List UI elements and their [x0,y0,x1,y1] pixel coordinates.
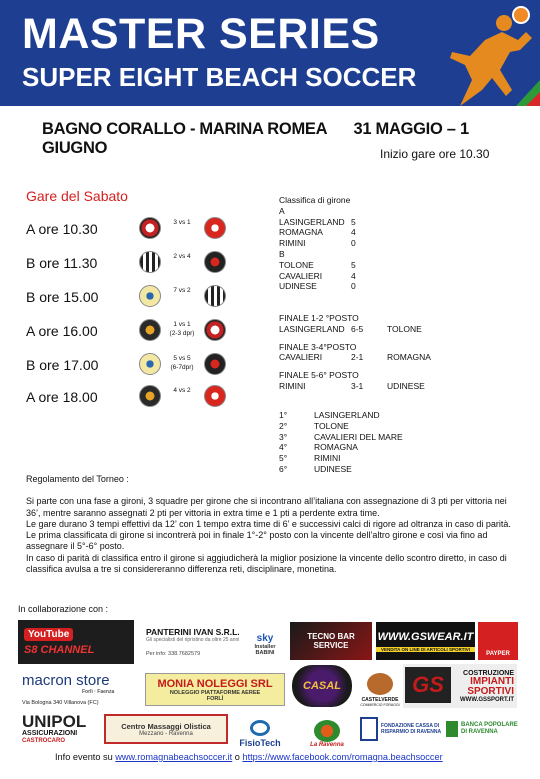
centro-massaggi-logo [104,714,228,744]
team-points: 4 [351,227,356,238]
rules-paragraph: In caso di parità di classifica entro il girone si aggiudicherà la miglior posizione la vincente dello scontro diretto, in caso di classifica avulsa a tre si considereranno differenza reti, disciplinare, monetina. [26,552,507,575]
castelverde-text: CASTELVERDE [361,697,399,703]
rank-position: 4° [279,442,288,453]
castelverde-sub: COMMERCIO FORAGGI [360,703,400,707]
team-points: 4 [351,270,356,281]
header-banner [0,0,540,106]
team-crest-icon [204,319,226,341]
rank-team: UDINESE [314,463,352,474]
rules-paragraph: Le gare durano 3 tempi effettivi da 12’ con 1 tempo extra time di 6’ e successivi calci di rigore ad oltranza in caso di parità. [26,518,511,529]
match-row [26,352,256,380]
team-points: 5 [351,259,356,270]
saturday-title: Gare del Sabato [26,188,128,204]
final-result [279,324,499,335]
match-vs [164,386,200,395]
ranking-row [279,453,479,464]
rules-paragraph: Si parte con una fase a gironi, 3 squadre per girone che si incontrano all’italiana con assegnazione di 3 pti per vittoria nei 36’, mentre saranno assegnati 2 pti per vittoria in extra time e 1 pti a perdente extra time. [26,496,507,518]
unipol-sub: ASSICURAZIONI [22,730,78,737]
match-label: A ore 18.00 [26,389,98,405]
final-home: RIMINI [279,380,306,391]
match-label: A ore 16.00 [26,323,98,339]
casal-text: CASAL [303,680,341,692]
team-name: TOLONE [279,259,314,270]
vs-text: 5 vs 5 [173,355,191,362]
website-link[interactable]: www.romagnabeachsoccer.it [115,752,233,762]
payper-text: PAYPER [486,651,510,657]
team-crest-icon [139,353,161,375]
match-row [26,216,256,244]
final-score: 6-5 [351,323,364,334]
macron-text: macron store [22,672,110,689]
rank-team: LASINGERLAND [314,410,380,420]
match-row [26,284,256,312]
standings-row [279,217,479,228]
vs-text: 2 vs 4 [173,253,191,260]
standings-row [279,227,479,238]
standings-row [279,238,479,249]
footer-prefix: Info evento su [55,752,116,762]
vs-note: (6-7dpr) [170,364,194,371]
group-standings [279,195,479,292]
match-label: B ore 15.00 [26,289,99,305]
team-name: LASINGERLAND [279,216,345,227]
team-crest-icon [139,217,161,239]
rank-position: 3° [279,431,288,442]
la-ravenna-logo [300,710,354,748]
team-points: 0 [351,238,356,249]
vs-note: (2-3 dpr) [169,330,195,337]
team-crest-icon [139,251,161,273]
panterini-text: PANTERINI IVAN S.R.L. [146,627,240,637]
banca-text: BANCA POPOLARE DI RAVENNA [461,722,518,735]
final-result [279,381,499,392]
gs-sport-logo [403,664,517,708]
spacer [279,363,499,370]
final-home: LASINGERLAND [279,323,345,334]
match-row [26,250,256,278]
tecno-bar-logo [290,622,372,660]
final-home: CAVALIERI [279,352,323,363]
panterini-sub: Gli specialisti del ripristino da oltre 25 anni [146,637,240,643]
group-a-label: A [279,205,285,216]
unipol-logo [18,712,96,746]
match-vs [164,252,200,261]
sky-babini-logo [248,624,282,664]
fisiotech-text: FisioTech [239,738,281,748]
final-away: ROMAGNA [387,352,431,363]
final-score: 3-1 [351,380,364,391]
final-title: FINALE 1-2 °POSTO [279,313,359,323]
final-ranking [279,410,479,475]
final-away: TOLONE [387,323,422,334]
standings-title: Classifica di girone [279,195,351,205]
fisiotech-logo [232,710,288,748]
team-points: 0 [351,281,356,292]
gswear-sub: VENDITA ON LINE DI ARTICOLI SPORTIVI [376,647,475,652]
team-crest-icon [204,285,226,307]
rules-title: Regolamento del Torneo : [26,474,129,484]
macron-city: Forlì · Faenza [82,689,115,695]
tecnobar-text: TECNO BAR SERVICE [307,632,355,650]
final-title: FINALE 5-6° POSTO [279,370,359,381]
series-badge-icon [512,6,530,24]
payper-logo [478,622,518,660]
fondazione-logo [360,712,444,746]
footer-middle: o [232,752,243,762]
team-crest-icon [139,385,161,407]
match-vs [164,320,200,338]
ranking-row [279,432,479,443]
casal-logo [292,665,352,707]
rank-position: 2° [279,420,288,431]
monia-text: MONIA NOLEGGI SRL [157,677,273,690]
fondazione-text: FONDAZIONE CASSA DI RISPARMIO DI RAVENNA [381,723,442,735]
channel-text: S8 CHANNEL [24,644,95,656]
vs-text: 1 vs 1 [173,321,191,328]
monia-city: FORLÌ [206,695,224,702]
start-time: Inizio gare ore 10.30 [380,147,490,161]
vs-text: 3 vs 1 [173,219,191,226]
final-result [279,352,499,363]
laravenna-text: La Ravenna [310,742,344,748]
team-name: RIMINI [279,238,306,249]
gs-mark-icon: GS [405,667,451,703]
unipol-city: CASTROCARO [22,738,65,744]
banner-title: MASTER SERIES [22,10,380,58]
match-vs [164,354,200,372]
match-label: A ore 10.30 [26,221,98,237]
ranking-row [279,442,479,453]
final-away: UDINESE [387,380,425,391]
team-crest-icon [204,217,226,239]
banca-popolare-logo [446,714,518,744]
team-crest-icon [139,319,161,341]
rank-team: TOLONE [314,420,349,431]
finals-block [279,313,499,392]
venue: BAGNO CORALLO - MARINA ROMEA [42,120,328,138]
ranking-row [279,410,479,421]
final-score: 2-1 [351,352,364,363]
rules-paragraph: Le prima classificata di girone si incontrerà poi in finale 1°-2° posto con la vincente dell’altro girone e così via fino ad assegnare il 5°-6° posto. [26,530,488,552]
banner-subtitle: SUPER EIGHT BEACH SOCCER [22,62,417,92]
sky-text: sky [256,632,274,644]
macron-store-logo [18,670,136,708]
match-label: B ore 17.00 [26,357,99,373]
rank-team: CAVALIERI DEL MARE [314,431,403,442]
team-crest-icon [139,285,161,307]
rank-team: ROMAGNA [314,442,358,453]
match-row [26,384,256,412]
team-points: 5 [351,216,356,227]
panterini-info: Per info: 338.7682579 [146,651,201,657]
team-name: ROMAGNA [279,227,323,238]
rank-position: 6° [279,463,288,474]
vs-text: 4 vs 2 [173,387,191,394]
monia-sub: NOLEGGIO PIATTAFORME AEREE [169,689,261,696]
gswear-logo [376,622,475,660]
monia-noleggi-logo [145,673,285,706]
rank-position: 5° [279,453,288,464]
team-crest-icon [204,353,226,375]
rank-team: RIMINI [314,453,341,464]
footer-info [55,752,443,762]
team-name: UDINESE [279,281,317,292]
standings-row [279,281,479,292]
player-silhouette-icon [430,10,540,106]
unipol-text: UNIPOL [22,712,87,731]
match-vs [164,286,200,295]
group-b-label: B [279,248,285,259]
event-dates: 31 MAGGIO – 1 GIUGNO [42,120,469,157]
match-row [26,318,256,346]
team-crest-icon [204,385,226,407]
massaggi-city: Mezzano - Ravenna [139,730,193,737]
facebook-link[interactable]: https://www.facebook.com/romagna.beachsoccer [242,752,443,762]
babini-text: Installer BABINI [254,643,276,656]
youtube-channel-logo [18,620,134,664]
vs-text: 7 vs 2 [173,287,191,294]
collaboration-label: In collaborazione con : [18,604,109,614]
castelverde-logo [360,665,400,707]
macron-address: Via Bologna 340 Villanova (FC) [22,700,99,706]
final-title: FINALE 3-4°POSTO [279,341,357,352]
tournament-rules [26,474,520,575]
gs-impianti: IMPIANTI SPORTIVI [467,675,514,697]
gs-costruzione: COSTRUZIONE [463,669,514,677]
rank-position: 1° [279,410,288,420]
match-label: B ore 11.30 [26,255,98,271]
standings-row [279,260,479,271]
match-vs [164,218,200,227]
gs-url: WWW.GSSPORT.IT [460,696,514,703]
team-name: CAVALIERI [279,270,323,281]
standings-row [279,271,479,282]
spacer [279,335,499,342]
ranking-row [279,421,479,432]
massaggi-text: Centro Massaggi Olistica [121,721,211,731]
youtube-text: YouTube [24,628,73,641]
team-crest-icon [204,251,226,273]
gswear-text: WWW.GSWEAR.IT [377,630,474,643]
